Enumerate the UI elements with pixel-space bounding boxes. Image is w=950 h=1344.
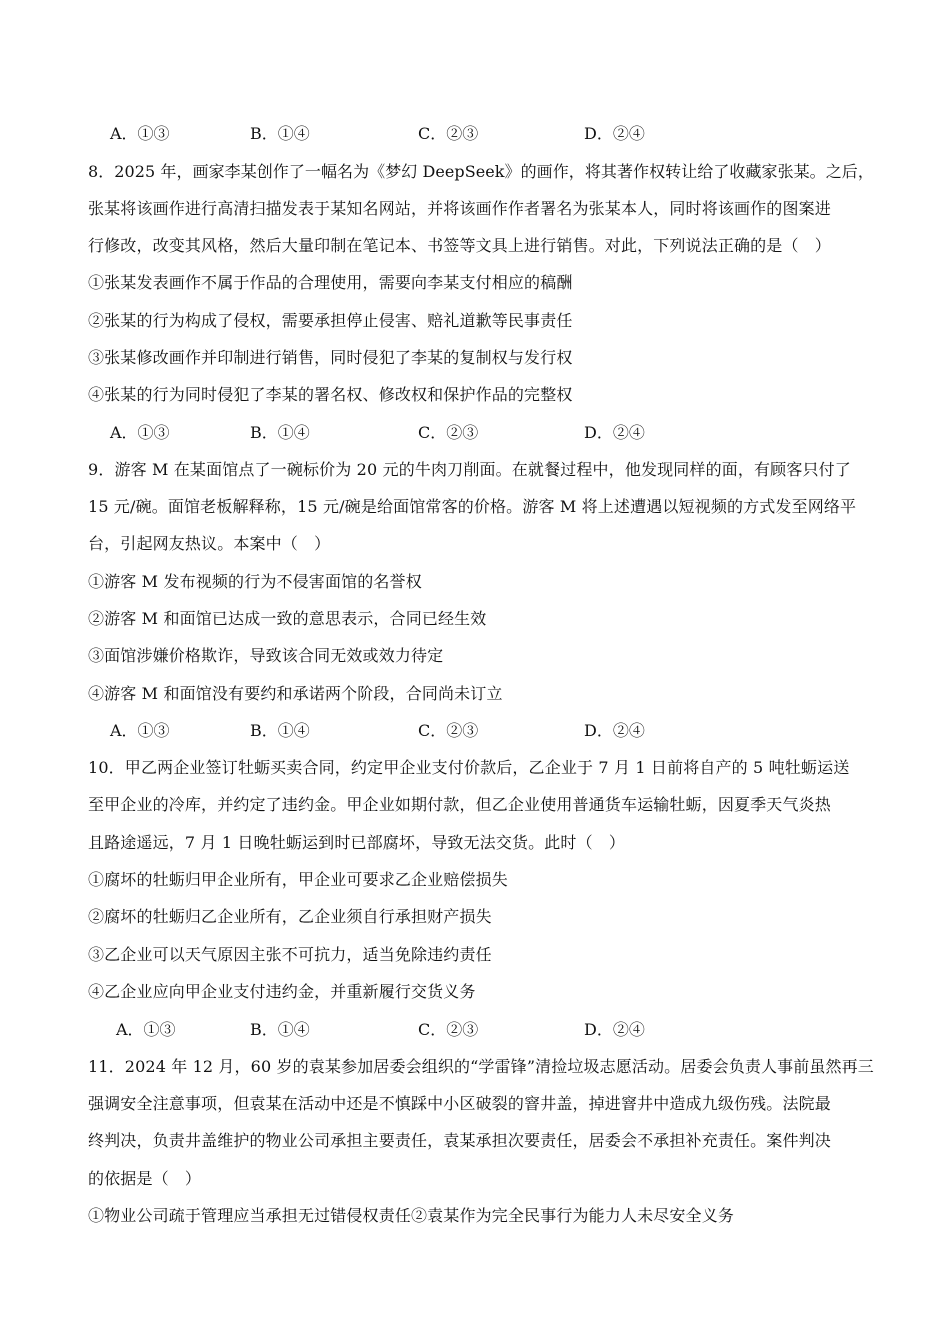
- option-c: C．②③: [418, 423, 479, 442]
- q10-statement-4: ④乙企业应向甲企业支付违约金，并重新履行交货义务: [88, 982, 476, 1001]
- q9-stem-line-3: 台，引起网友热议。本案中（ ）: [88, 534, 331, 553]
- q11-stem-line-1: 11．2024 年 12 月，60 岁的袁某参加居委会组织的“学雷锋”清捡垃圾志愿活动。居委会负责人事前虽然再三: [88, 1057, 874, 1076]
- option-b: B．①④: [250, 721, 310, 740]
- option-c: C．②③: [418, 124, 479, 143]
- q9-stem-line-2: 15 元/碗。面馆老板解释称，15 元/碗是给面馆常客的价格。游客 M 将上述遭遇以短视频的方式发至网络平: [88, 497, 857, 516]
- q11-stem-line-3: 终判决，负责井盖维护的物业公司承担主要责任，袁某承担次要责任，居委会不承担补充责任。案件判决: [88, 1131, 831, 1150]
- option-d: D．②④: [584, 721, 645, 740]
- q10-statement-2: ②腐坏的牡蛎归乙企业所有，乙企业须自行承担财产损失: [88, 907, 492, 926]
- option-d: D．②④: [584, 1020, 645, 1039]
- q9-statement-1: ①游客 M 发布视频的行为不侵害面馆的名誉权: [88, 572, 422, 591]
- q8-options: [110, 422, 670, 444]
- q9-statement-2: ②游客 M 和面馆已达成一致的意思表示，合同已经生效: [88, 609, 487, 628]
- q11-stem-line-2: 强调安全注意事项，但袁某在活动中还是不慎踩中小区破裂的窨井盖，掉进窨井中造成九级伤残。法院最: [88, 1094, 831, 1113]
- option-c: C．②③: [418, 1020, 479, 1039]
- q8-statement-1: ①张某发表画作不属于作品的合理使用，需要向李某支付相应的稿酬: [88, 273, 573, 292]
- q9-options: [110, 720, 670, 742]
- q9-stem-line-1: 9．游客 M 在某面馆点了一碗标价为 20 元的牛肉刀削面。在就餐过程中，他发现同样的面，有顾客只付了: [88, 460, 851, 479]
- option-b: B．①④: [250, 1020, 310, 1039]
- q9-statement-4: ④游客 M 和面馆没有要约和承诺两个阶段，合同尚未订立: [88, 684, 503, 703]
- q10-stem-line-3: 且路途遥远，7 月 1 日晚牡蛎运到时已部腐坏，导致无法交货。此时（ ）: [88, 833, 626, 852]
- option-d: D．②④: [584, 124, 645, 143]
- q10-stem-line-2: 至甲企业的冷库，并约定了违约金。甲企业如期付款，但乙企业使用普通货车运输牡蛎，因夏季天气炎热: [88, 795, 831, 814]
- option-a: A．①③: [110, 721, 170, 740]
- q8-statement-2: ②张某的行为构成了侵权，需要承担停止侵害、赔礼道歉等民事责任: [88, 311, 573, 330]
- q11-statements-1-2: ①物业公司疏于管理应当承担无过错侵权责任②袁某作为完全民事行为能力人未尽安全义务: [88, 1206, 735, 1225]
- option-a: A．①③: [116, 1020, 176, 1039]
- option-b: B．①④: [250, 124, 310, 143]
- option-a: A．①③: [110, 423, 170, 442]
- q11-stem-line-4: 的依据是（ ）: [88, 1169, 202, 1188]
- q8-stem-line-3: 行修改，改变其风格，然后大量印制在笔记本、书签等文具上进行销售。对此，下列说法正确的是（ ）: [88, 236, 831, 255]
- option-a: A．①③: [110, 124, 170, 143]
- option-c: C．②③: [418, 721, 479, 740]
- q10-statement-1: ①腐坏的牡蛎归甲企业所有，甲企业可要求乙企业赔偿损失: [88, 870, 508, 889]
- q9-statement-3: ③面馆涉嫌价格欺诈，导致该合同无效或效力待定: [88, 646, 444, 665]
- q8-stem-line-2: 张某将该画作进行高清扫描发表于某知名网站，并将该画作作者署名为张某本人，同时将该画作的图案进: [88, 199, 831, 218]
- q8-statement-3: ③张某修改画作并印制进行销售，同时侵犯了李某的复制权与发行权: [88, 348, 573, 367]
- option-d: D．②④: [584, 423, 645, 442]
- options-row-q7: [110, 123, 670, 145]
- q10-stem-line-1: 10．甲乙两企业签订牡蛎买卖合同，约定甲企业支付价款后，乙企业于 7 月 1 日前将自产的 5 吨牡蛎运送: [88, 758, 850, 777]
- q10-statement-3: ③乙企业可以天气原因主张不可抗力，适当免除违约责任: [88, 945, 492, 964]
- q10-options: [116, 1019, 676, 1041]
- option-b: B．①④: [250, 423, 310, 442]
- q8-statement-4: ④张某的行为同时侵犯了李某的署名权、修改权和保护作品的完整权: [88, 385, 573, 404]
- q8-stem-line-1: 8．2025 年，画家李某创作了一幅名为《梦幻 DeepSeek》的画作，将其著作权转让给了收藏家张某。之后，: [88, 162, 874, 181]
